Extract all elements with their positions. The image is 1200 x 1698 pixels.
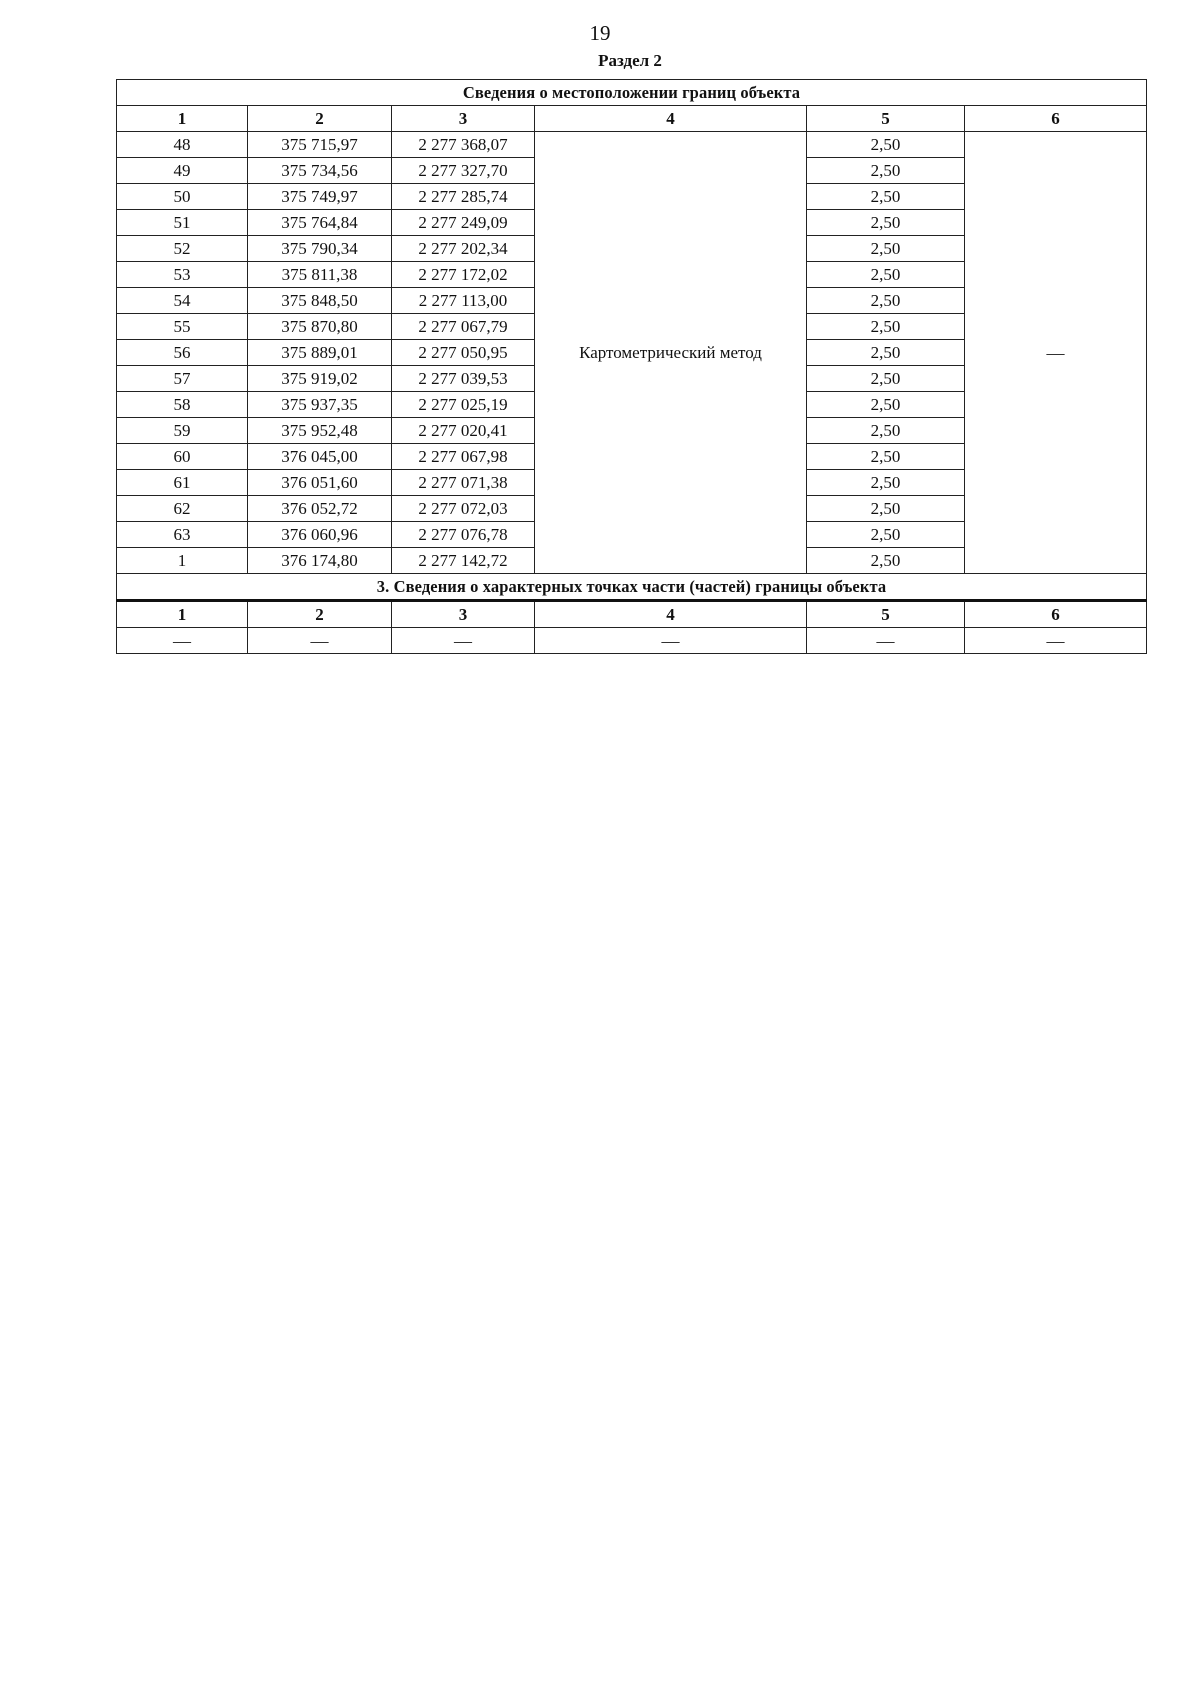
point-number: 55 (117, 314, 248, 340)
section3-body (117, 574, 1147, 654)
point-number: 58 (117, 392, 248, 418)
x-coordinate: 375 889,01 (248, 340, 392, 366)
accuracy-value: 2,50 (807, 548, 965, 574)
y-coordinate: 2 277 172,02 (392, 262, 535, 288)
x-coordinate: 375 811,38 (248, 262, 392, 288)
section3-empty-row (117, 628, 1147, 654)
empty-value: — (965, 628, 1147, 654)
accuracy-value: 2,50 (807, 184, 965, 210)
col6-value: — (965, 132, 1147, 574)
accuracy-value: 2,50 (807, 496, 965, 522)
empty-value: — (535, 628, 807, 654)
accuracy-value: 2,50 (807, 522, 965, 548)
section3-title: 3. Сведения о характерных точках части (частей) границы объекта (117, 574, 1147, 601)
y-coordinate: 2 277 368,07 (392, 132, 535, 158)
y-coordinate: 2 277 071,38 (392, 470, 535, 496)
point-number: 56 (117, 340, 248, 366)
table-row (117, 132, 1147, 158)
x-coordinate: 376 051,60 (248, 470, 392, 496)
column-number: 5 (807, 601, 965, 628)
y-coordinate: 2 277 025,19 (392, 392, 535, 418)
boundary-table-body (117, 80, 1147, 574)
accuracy-value: 2,50 (807, 288, 965, 314)
x-coordinate: 376 060,96 (248, 522, 392, 548)
y-coordinate: 2 277 113,00 (392, 288, 535, 314)
column-number: 2 (248, 601, 392, 628)
accuracy-value: 2,50 (807, 262, 965, 288)
accuracy-value: 2,50 (807, 418, 965, 444)
column-number: 4 (535, 106, 807, 132)
column-number-row (117, 106, 1147, 132)
x-coordinate: 375 937,35 (248, 392, 392, 418)
y-coordinate: 2 277 072,03 (392, 496, 535, 522)
point-number: 50 (117, 184, 248, 210)
section1-title-row (117, 80, 1147, 106)
point-number: 51 (117, 210, 248, 236)
accuracy-value: 2,50 (807, 392, 965, 418)
empty-value: — (392, 628, 535, 654)
x-coordinate: 376 174,80 (248, 548, 392, 574)
accuracy-value: 2,50 (807, 132, 965, 158)
point-number: 53 (117, 262, 248, 288)
column-number: 6 (965, 601, 1147, 628)
point-number: 59 (117, 418, 248, 444)
x-coordinate: 375 715,97 (248, 132, 392, 158)
accuracy-value: 2,50 (807, 444, 965, 470)
column-number: 1 (117, 601, 248, 628)
accuracy-value: 2,50 (807, 470, 965, 496)
point-number: 63 (117, 522, 248, 548)
point-number: 62 (117, 496, 248, 522)
y-coordinate: 2 277 039,53 (392, 366, 535, 392)
x-coordinate: 376 052,72 (248, 496, 392, 522)
y-coordinate: 2 277 249,09 (392, 210, 535, 236)
column-number: 3 (392, 601, 535, 628)
y-coordinate: 2 277 285,74 (392, 184, 535, 210)
section-title: Раздел 2 (598, 51, 662, 70)
y-coordinate: 2 277 050,95 (392, 340, 535, 366)
accuracy-value: 2,50 (807, 366, 965, 392)
point-number: 54 (117, 288, 248, 314)
x-coordinate: 375 870,80 (248, 314, 392, 340)
point-number: 49 (117, 158, 248, 184)
section3-title-row (117, 574, 1147, 601)
y-coordinate: 2 277 020,41 (392, 418, 535, 444)
x-coordinate: 375 919,02 (248, 366, 392, 392)
point-number: 60 (117, 444, 248, 470)
page-number: 19 (589, 21, 611, 45)
x-coordinate: 375 952,48 (248, 418, 392, 444)
x-coordinate: 375 734,56 (248, 158, 392, 184)
accuracy-value: 2,50 (807, 340, 965, 366)
x-coordinate: 375 749,97 (248, 184, 392, 210)
accuracy-value: 2,50 (807, 158, 965, 184)
y-coordinate: 2 277 067,98 (392, 444, 535, 470)
column-number: 5 (807, 106, 965, 132)
x-coordinate: 375 790,34 (248, 236, 392, 262)
empty-value: — (117, 628, 248, 654)
accuracy-value: 2,50 (807, 236, 965, 262)
point-number: 57 (117, 366, 248, 392)
column-number: 4 (535, 601, 807, 628)
accuracy-value: 2,50 (807, 314, 965, 340)
y-coordinate: 2 277 067,79 (392, 314, 535, 340)
section3-column-number-row (117, 601, 1147, 628)
point-number: 52 (117, 236, 248, 262)
point-number: 61 (117, 470, 248, 496)
section1-title: Сведения о местоположении границ объекта (117, 80, 1147, 106)
x-coordinate: 375 764,84 (248, 210, 392, 236)
column-number: 6 (965, 106, 1147, 132)
y-coordinate: 2 277 327,70 (392, 158, 535, 184)
empty-value: — (248, 628, 392, 654)
x-coordinate: 375 848,50 (248, 288, 392, 314)
accuracy-value: 2,50 (807, 210, 965, 236)
point-number: 1 (117, 548, 248, 574)
boundary-table (116, 79, 1147, 654)
x-coordinate: 376 045,00 (248, 444, 392, 470)
point-number: 48 (117, 132, 248, 158)
column-number: 1 (117, 106, 248, 132)
y-coordinate: 2 277 202,34 (392, 236, 535, 262)
method-cell: Картометрический метод (535, 132, 807, 574)
y-coordinate: 2 277 076,78 (392, 522, 535, 548)
column-number: 3 (392, 106, 535, 132)
y-coordinate: 2 277 142,72 (392, 548, 535, 574)
column-number: 2 (248, 106, 392, 132)
empty-value: — (807, 628, 965, 654)
